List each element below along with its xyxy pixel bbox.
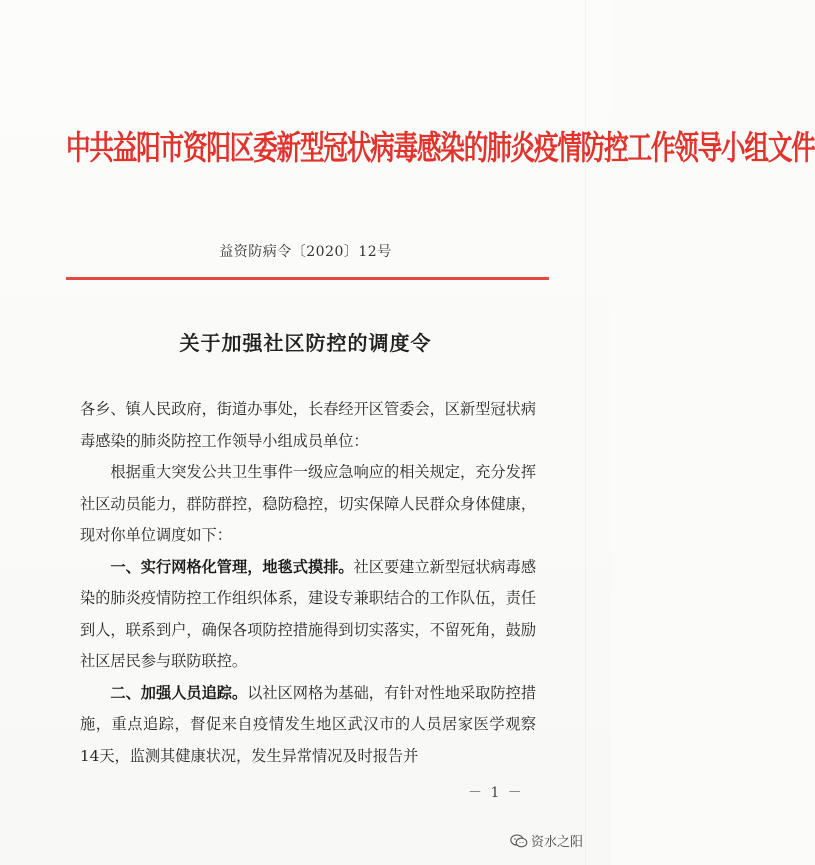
item-2-paragraph [80, 678, 536, 773]
document-number: 益资防病令〔2020〕12号 [219, 244, 392, 260]
document-red-header: 中共益阳市资阳区委新型冠状病毒感染的肺炎疫情防控工作领导小组文件 [66, 127, 815, 167]
item-1-paragraph [80, 552, 536, 678]
document-body [80, 394, 536, 772]
wechat-watermark [510, 831, 583, 850]
page-number: － 1 － [468, 785, 524, 801]
intro-paragraph: 根据重大突发公共卫生事件一级应急响应的相关规定，充分发挥社区动员能力，群防群控，稳防稳控，切实保障人民群众身体健康，现对你单位调度如下： [80, 463, 536, 544]
item-2-body: 以社区网格为基础，有针对性地采取防控措施，重点追踪，督促来自疫情发生地区武汉市的人员居家医学观察14天，监测其健康状况，发生异常情况及时报告并 [80, 683, 537, 765]
document-title: 关于加强社区防控的调度令 [179, 331, 432, 355]
watermark-text: 资水之阳 [531, 835, 584, 850]
item-1-body: 社区要建立新型冠状病毒感染的肺炎疫情防控工作组织体系，建设专兼职结合的工作队伍，责任到人，联系到户，确保各项防控措施得到切实落实，不留死角，鼓励社区居民参与联防联控。 [80, 557, 537, 670]
red-divider-rule [66, 277, 549, 280]
item-1-heading: 一、实行网格化管理，地毯式摸排。 [110, 557, 354, 576]
addressee-paragraph: 各乡、镇人民政府，街道办事处，长春经开区管委会，区新型冠状病毒感染的肺炎防控工作领导小组成员单位： [80, 400, 536, 450]
scan-edge [585, 0, 586, 865]
wechat-icon [510, 834, 528, 848]
item-2-heading: 二、加强人员追踪。 [110, 683, 248, 702]
